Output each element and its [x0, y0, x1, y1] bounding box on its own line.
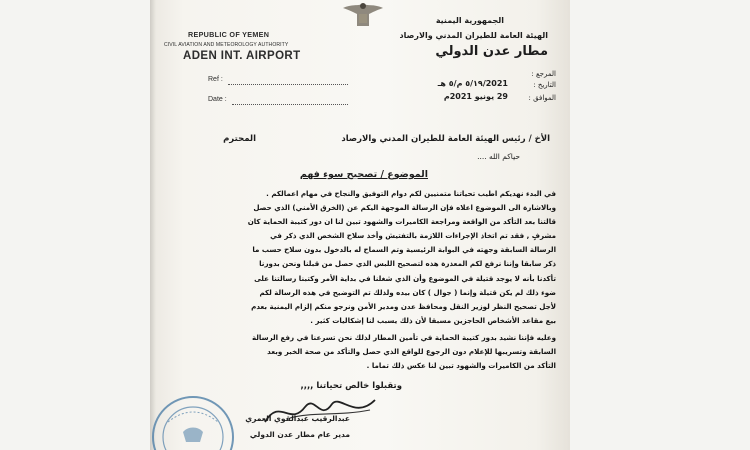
official-stamp-icon [150, 392, 238, 450]
body-line: لأجل تصحيح النظر لوزير النقل ومحافظ عدن ومدير الأمن ونرجو منكم إلزام اليمنية بعدم [251, 301, 556, 311]
ar-equiv-value: 29 يونيو 2021م [443, 92, 508, 101]
body-line: تأكدنا بأنه لا يوجد قتيلة في الموضوع وأن الذي شغلنا في بداية الأمر وكتبنا رسالتنا على [254, 273, 556, 283]
letterhead-ar-authority: الهيئة العامة للطيران المدني والارصاد [399, 31, 548, 40]
body-paragraph-1 [166, 187, 556, 328]
ar-equiv-label: الموافق : [528, 94, 556, 102]
body-line: الرسالة السابقة وجهته في البوابة الرئيسية وتم السماح له بالدخول بدون سلاح حسب ما [252, 245, 556, 255]
ar-date-value: 2021/٥/١٩ م/٥ هـ [437, 79, 508, 88]
closing-line: وتقبلوا خالص تحياتنا ,,,, [300, 381, 402, 391]
addressee-line: الأخ / رئيس الهيئة العامة للطيران المدني والارصاد [341, 134, 550, 144]
ref-label: Ref : [208, 76, 223, 83]
handwritten-signature-icon [260, 392, 380, 432]
letterhead-en-airport: ADEN INT. AIRPORT [183, 50, 301, 62]
addressee-respected: المحترم [223, 134, 256, 144]
letterhead-ar-republic: الجمهورية اليمنية [435, 16, 504, 25]
body-line: بيع مقاعد الأشخاص الحاجزين مسبقا لأن ذلك يسبب لنا إشكاليات كثير . [310, 315, 556, 325]
signatory-title: مدير عام مطار عدن الدولي [249, 430, 350, 439]
body-line: السابقة وتسريبها للإعلام دون الرجوع للواقع الذي حصل والتأكد من صحة الخبر وبعد [267, 347, 556, 357]
body-line: مشرفٍ , فقد تم اتخاذ الإجراءات اللازمة بالتفتيش وأخذ سلاح الشخص الذي ذكر في [270, 231, 556, 241]
body-line: في البدء نهديكم اطيب تحياتنا متمنيين لكم دوام التوفيق والنجاح في مهام اعمالكم . [266, 189, 556, 198]
greeting: حياكم الله .... [477, 152, 520, 161]
letterhead-ar-airport: مطار عدن الدولي [435, 44, 548, 59]
letter-paper [150, 0, 570, 450]
body-line: وعليه فإننا نشيد بدور كتيبة الحماية في تأمين المطار لذلك نحن تسرعنا في رفع الرسالة [251, 333, 556, 342]
date-label: Date : [208, 96, 227, 103]
body-paragraph-2 [166, 331, 556, 373]
eagle-emblem-icon [341, 0, 385, 30]
body-line: ضوء ذلك لم يكن قتيلة وإنما ( جوال ) كان بيده ولذلك تم التوضيح في هذه الرسالة لكم [259, 287, 556, 297]
signatory-name: عبدالرقيب عبدالقوي العمري [245, 414, 350, 423]
ar-ref-label: المرجع : [531, 70, 556, 78]
paper-shadow [150, 0, 156, 450]
body-line: ذكر سابقا وإننا نرفع لكم المعذرة هذه لتصحيح اللبس الذي حصل من قبلنا ونحن بدورنا [259, 259, 556, 269]
letterhead-en-authority: CIVIL AVIATION AND METEOROLOGY AUTHORITY [164, 42, 289, 48]
ref-dotted-line [228, 84, 348, 85]
subject-line: الموضوع / تصحيح سوء فهم [299, 169, 428, 180]
body-line: قالتنا بعد التأكد من الواقعة ومراجعة الكاميرات والشهود تبين لنا ان دور كتيبة الحماية كان [247, 217, 556, 227]
body-line: التأكد من الكاميرات والشهود تبين لنا عكس ذلك تماما . [366, 361, 556, 371]
letterhead-en-republic: REPUBLIC OF YEMEN [188, 30, 270, 39]
ar-date-label: التاريخ : [533, 81, 556, 89]
date-dotted-line [232, 104, 348, 105]
body-line: وبالاشارة الى الموضوع اعلاه فإن الرسالة الموجهة اليكم عن (الخرق الأمني) الذي حصل [253, 203, 556, 213]
